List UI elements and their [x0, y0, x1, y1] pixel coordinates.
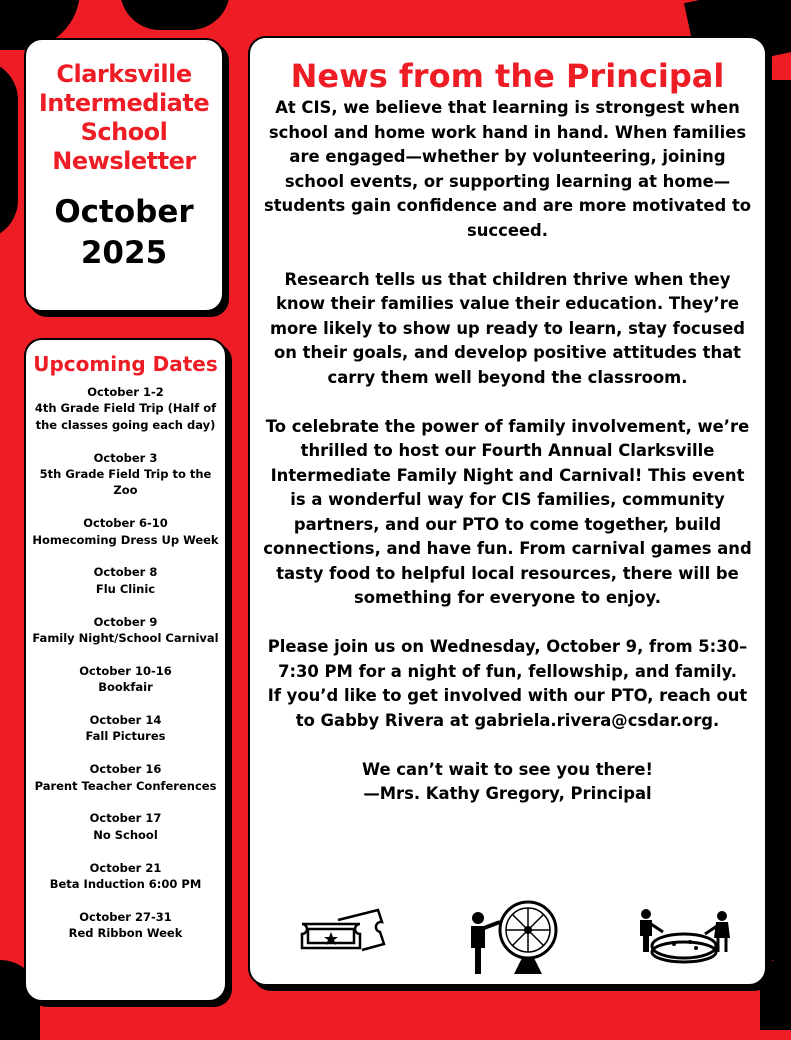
background-blob-top-center	[120, 0, 230, 30]
newsletter-date	[26, 192, 222, 274]
school-name: Clarksville Intermediate School Newsletter	[38, 60, 210, 175]
list-item	[26, 810, 225, 843]
list-item	[26, 384, 225, 433]
list-item	[26, 860, 225, 893]
paragraph-intro: At CIS, we believe that learning is strongest when school and home work hand in hand. When families are engaged—whether by volunteering, joining school events, or supporting learning at home—students gain confidence and are more motivated to succeed.	[263, 98, 752, 240]
ticket-icon	[298, 906, 388, 956]
closing-line: We can’t wait to see you there!	[361, 759, 653, 779]
list-item	[26, 761, 225, 794]
decorative-icons	[250, 896, 765, 978]
date-label: October 1-2	[87, 385, 164, 399]
article-body	[250, 96, 765, 807]
date-label: October 16	[89, 762, 162, 777]
carnival-game-icon	[634, 906, 734, 966]
date-label: October 10-16	[79, 663, 172, 678]
prize-wheel-icon	[464, 896, 564, 976]
list-item	[26, 564, 225, 597]
background-blob-left	[0, 60, 18, 240]
page-title: News from the Principal	[290, 57, 725, 95]
list-item	[26, 712, 225, 745]
date-label: October 27-31	[79, 909, 172, 924]
date-label: October 17	[89, 811, 162, 826]
upcoming-dates-card	[24, 338, 227, 1002]
event-label: Parent Teacher Conferences	[34, 778, 217, 793]
upcoming-dates-list	[26, 384, 225, 942]
list-item	[26, 663, 225, 696]
date-label: October 21	[89, 860, 162, 875]
newsletter-title-card	[24, 38, 224, 312]
event-label: Family Night/School Carnival	[32, 631, 219, 646]
date-label: October 6-10	[83, 516, 168, 531]
event-label: Flu Clinic	[95, 581, 156, 596]
newsletter-year: 2025	[80, 235, 168, 271]
background-blob-right	[772, 80, 791, 960]
event-label: Red Ribbon Week	[68, 926, 183, 941]
signature: —Mrs. Kathy Gregory, Principal	[363, 784, 652, 803]
list-item	[26, 515, 225, 548]
event-label: Beta Induction 6:00 PM	[49, 877, 202, 892]
event-label: Fall Pictures	[85, 729, 166, 744]
list-item	[26, 909, 225, 942]
event-label: 4th Grade Field Trip (Half of the classes going each day)	[34, 401, 217, 432]
list-item	[26, 614, 225, 647]
event-label: Homecoming Dress Up Week	[32, 532, 219, 547]
event-label: Bookfair	[98, 680, 153, 695]
upcoming-dates-heading: Upcoming Dates	[33, 352, 218, 376]
date-label: October 9	[93, 614, 158, 629]
event-label: 5th Grade Field Trip to the Zoo	[39, 467, 212, 498]
paragraph-pto: If you’d like to get involved with our PTO, reach out to Gabby Rivera at gabriela.rivera@csdar.org.	[267, 686, 748, 730]
principal-news-card	[248, 36, 767, 986]
paragraph-celebrate: To celebrate the power of family involvement, we’re thrilled to host our Fourth Annual Clarksville Intermediate Family Night and Carnival! This event is a wonderful way for CIS families, community partners, and our PTO to come together, build connections, and have fun. From carnival games and tasty food to helpful local resources, there will be something for everyone to enjoy.	[263, 416, 752, 607]
paragraph-invite: Please join us on Wednesday, October 9, from 5:30–7:30 PM for a night of fun, fellowship, and family.	[267, 637, 748, 681]
date-label: October 8	[93, 565, 158, 580]
list-item	[26, 450, 225, 499]
date-label: October 3	[93, 450, 158, 465]
date-label: October 14	[89, 713, 162, 728]
paragraph-research: Research tells us that children thrive when they know their families value their education. They’re more likely to show up ready to learn, stay focused on their goals, and develop positive attitudes that carry them well beyond the classroom.	[269, 269, 746, 387]
event-label: No School	[93, 827, 158, 842]
newsletter-month: October	[54, 194, 194, 230]
